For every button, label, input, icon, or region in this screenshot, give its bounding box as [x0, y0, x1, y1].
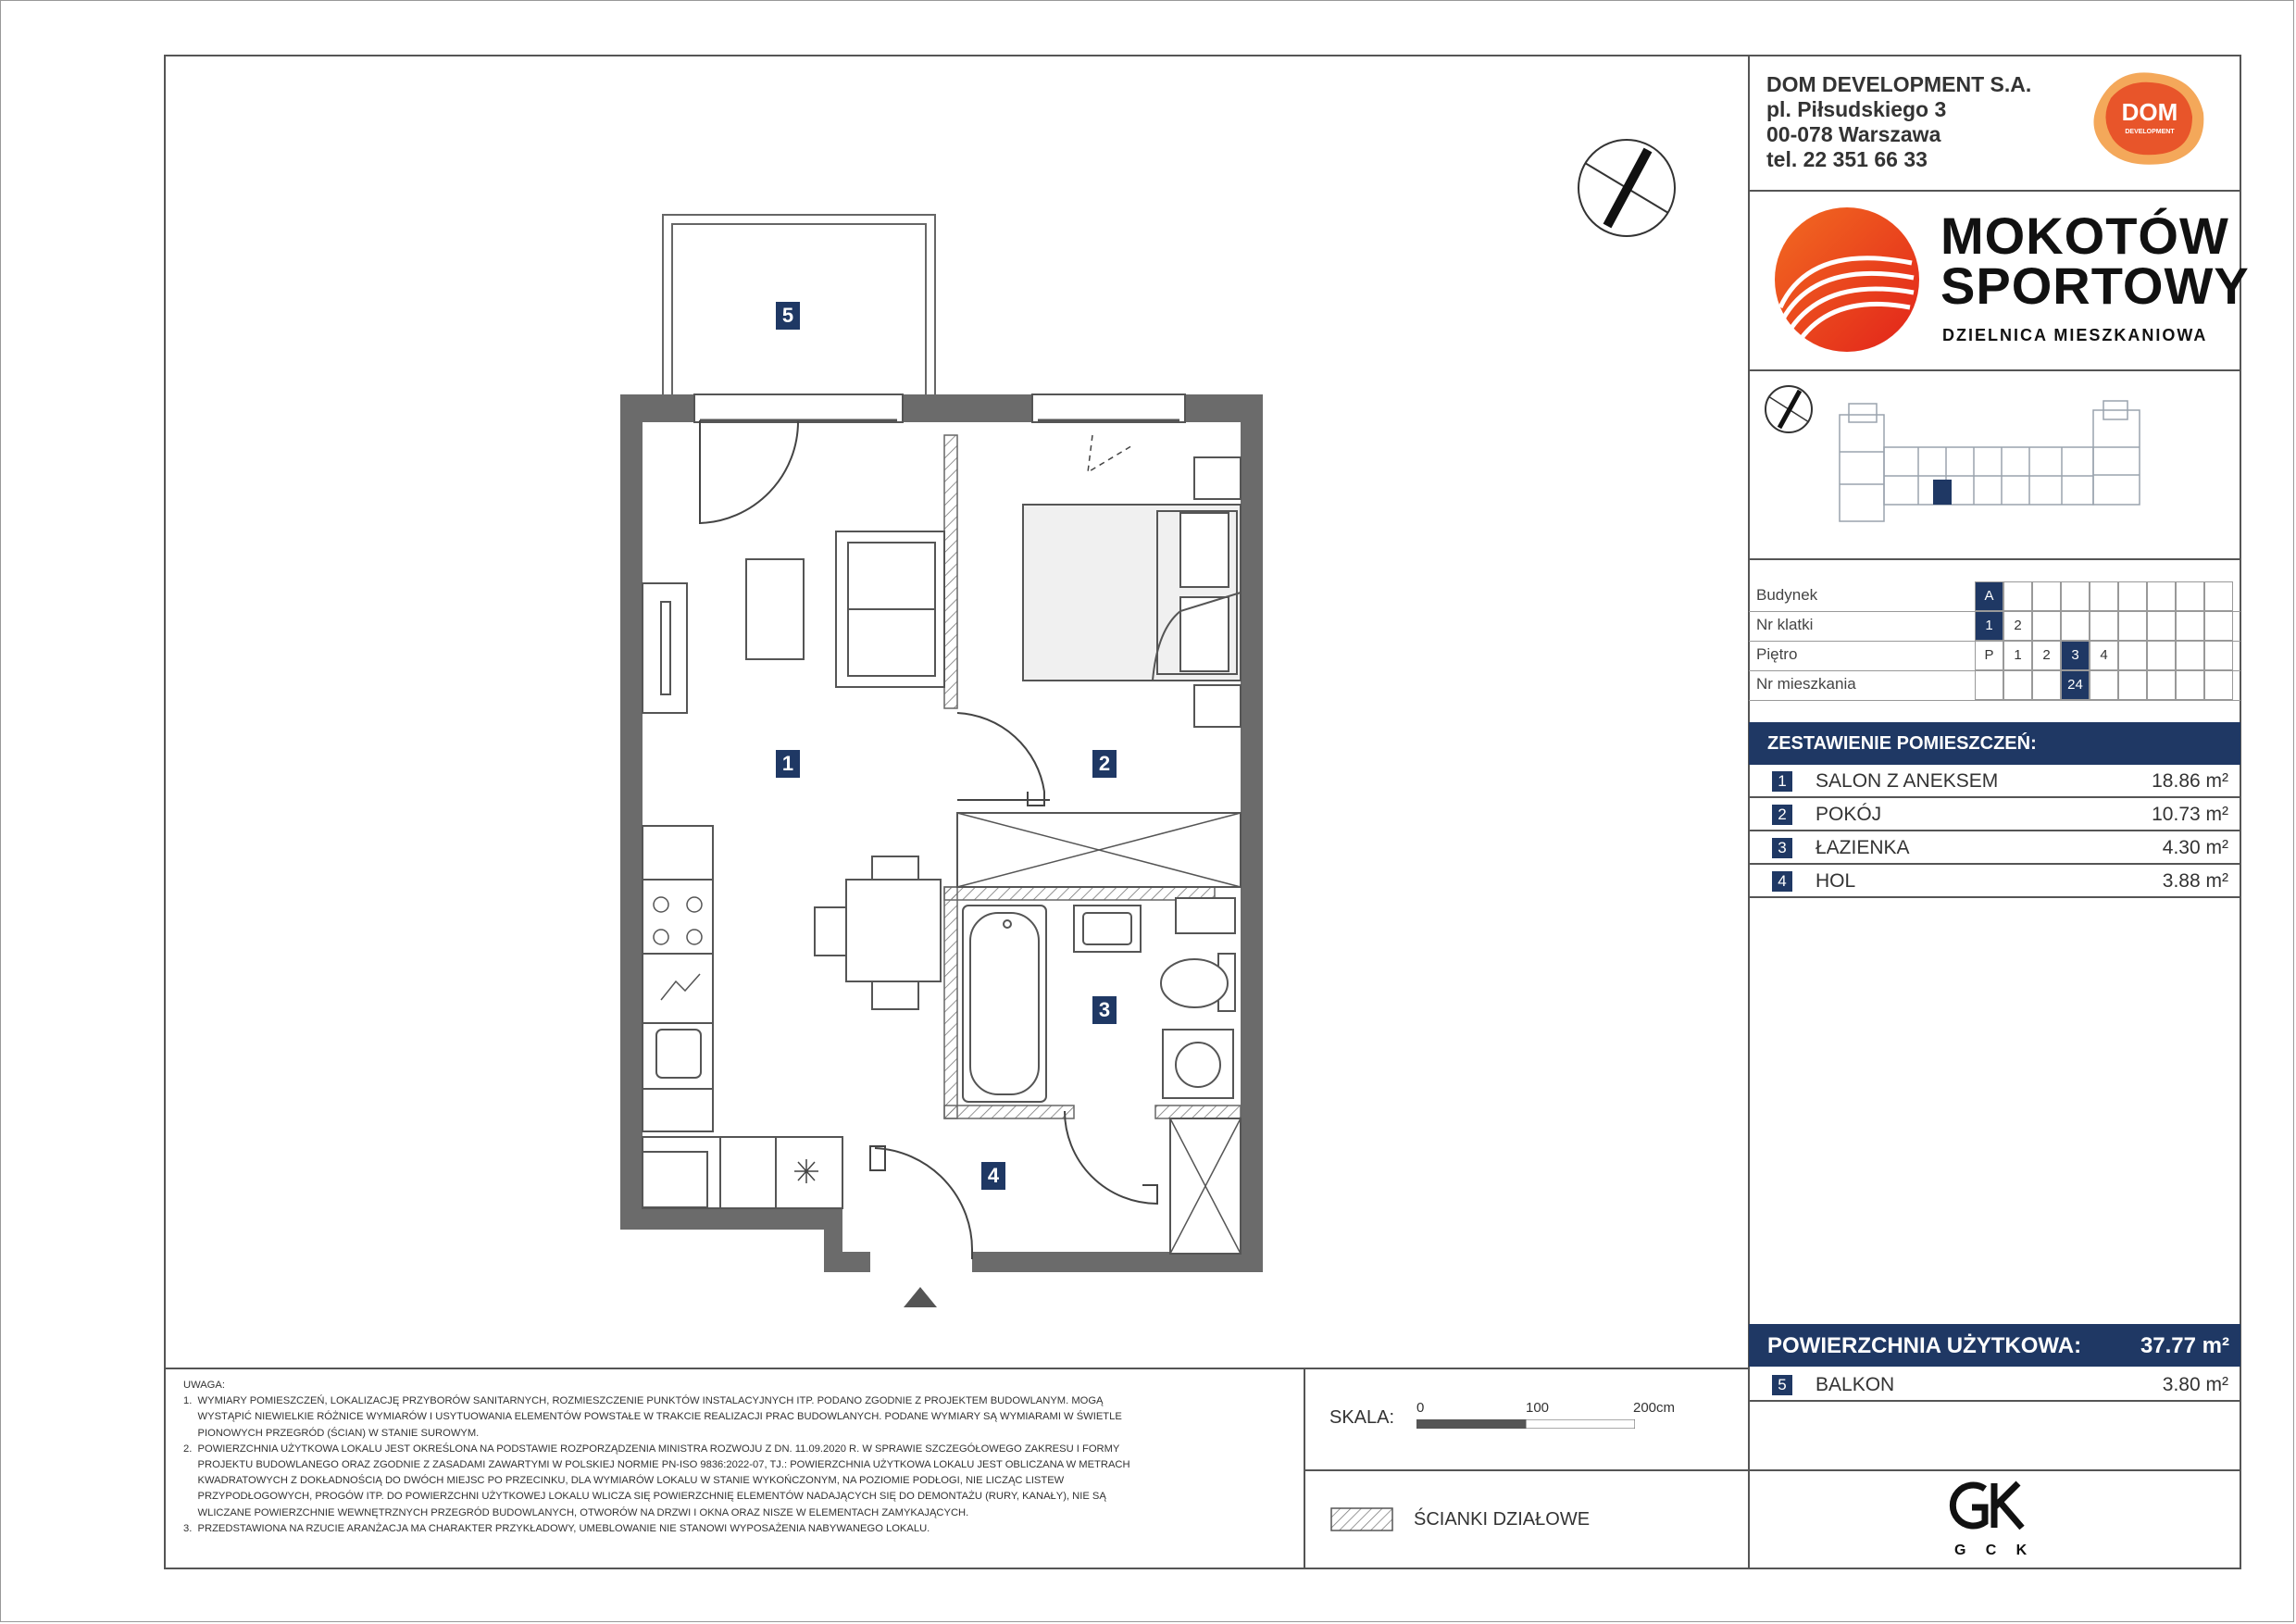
- total-area-value: 37.77 m²: [2140, 1333, 2229, 1358]
- room-num: 1: [1772, 771, 1792, 792]
- grid-cell: [2147, 670, 2176, 700]
- balcony-name: BALKON: [1816, 1374, 1895, 1395]
- scale-tick-200: 200cm: [1633, 1400, 1676, 1416]
- room-row: [1749, 866, 2240, 898]
- grid-cell: [2090, 611, 2118, 641]
- notes-list: [183, 1393, 1294, 1537]
- grid-cell: [2147, 641, 2176, 670]
- divider: [1748, 558, 2241, 560]
- company-address: pl. Piłsudskiego 3: [1766, 97, 1947, 121]
- grid-cell: [2147, 581, 2176, 611]
- note-line: KWADRATOWYCH Z DOKŁADNOŚCIĄ DO DWÓCH MIEJSC PO PRZECINKU, DLA WYMIARÓW LOKALU W STANIE WYKOŃCZONYM, NA POZIOMIE PODŁOGI, NIE LICZĄC LISTEW: [183, 1475, 1065, 1487]
- room-name: ŁAZIENKA: [1816, 837, 1910, 858]
- note-line: 1. WYMIARY POMIESZCZEŃ, LOKALIZACJĘ PRZYBORÓW SANITARNYCH, ROZMIESZCZENIE PUNKTÓW INSTALACYJNYCH ITP. PODANO ZGODNIE Z PROJEKTEM BUDOWLANYM. MOGĄ: [183, 1395, 1104, 1407]
- company-phone: tel. 22 351 66 33: [1766, 147, 1928, 171]
- floor-plan: [611, 211, 1278, 1322]
- room-name: SALON Z ANEKSEM: [1816, 770, 1999, 792]
- scale-tick-100: 100: [1526, 1400, 1550, 1416]
- grid-cell: [2204, 581, 2233, 611]
- grid-cell: [2176, 641, 2204, 670]
- grid-cell: [2032, 581, 2061, 611]
- scale-bar: [1416, 1417, 1635, 1426]
- divider: [1304, 1368, 1305, 1569]
- grid-cell: A: [1975, 581, 2003, 611]
- grid-cell: [2176, 581, 2204, 611]
- grid-cell: [2147, 611, 2176, 641]
- project-name-line2: SPORTOWY: [1940, 256, 2250, 315]
- grid-cell: [2032, 611, 2061, 641]
- balcony-row: [1749, 1369, 2240, 1402]
- company-name: DOM DEVELOPMENT S.A.: [1766, 72, 2032, 96]
- room-area: 18.86 m²: [2152, 770, 2228, 792]
- grid-cell: [2118, 611, 2147, 641]
- scale-label: SKALA:: [1329, 1407, 1395, 1428]
- north-arrow-small-icon: [1763, 383, 1815, 435]
- plan-label-bedroom: 2: [1092, 750, 1117, 778]
- grid-cell: 24: [2061, 670, 2090, 700]
- project-name: [1940, 206, 2250, 315]
- grid-cell: 2: [2032, 641, 2061, 670]
- room-name: POKÓJ: [1816, 804, 1882, 825]
- building-key-plan: [1835, 396, 2159, 526]
- grid-cell: [2003, 581, 2032, 611]
- svg-text:DOM: DOM: [2121, 98, 2178, 126]
- plan-label-balcony: 5: [776, 302, 800, 330]
- grid-cell: [2204, 670, 2233, 700]
- plan-label-living: 1: [776, 750, 800, 778]
- notes: [183, 1378, 1294, 1537]
- grid-cell: 1: [2003, 641, 2032, 670]
- total-area-bar: [1749, 1324, 2240, 1367]
- grid-cell: [2032, 670, 2061, 700]
- plan-label-bathroom: 3: [1092, 996, 1117, 1024]
- grid-cell: [2090, 670, 2118, 700]
- company-city: 00-078 Warszawa: [1766, 122, 1941, 146]
- divider: [164, 1368, 1750, 1369]
- divider: [1304, 1469, 1750, 1471]
- divider: [1748, 369, 2241, 371]
- grid-cell: [1975, 670, 2003, 700]
- note-line: PRZYPODŁOGOWYCH, PROGÓW ITP. DO POWIERZCHNI UŻYTKOWEJ LOKALU WLICZA SIĘ POWIERZCHNIĘ ELEMENTÓW NADAJĄCYCH SIĘ DO DEMONTAŻU (RURY, KANAŁY), NIE SĄ: [183, 1491, 1106, 1503]
- mokotow-sportowy-emblem: [1773, 206, 1921, 354]
- room-area: 4.30 m²: [2162, 837, 2228, 858]
- grid-row-label: Nr mieszkania: [1756, 675, 1856, 693]
- note-line: PROJEKTU BUDOWLANEGO ORAZ ZGODNIE Z ZASADAMI ZAWARTYMI W POLSKIEJ NORMIE PN-ISO 9836:2022-07, TJ.: POWIERZCHNIA UŻYTKOWA LOKALU JEST OBLICZANA W METRACH: [183, 1459, 1130, 1471]
- grid-cell: [2176, 670, 2204, 700]
- note-line: 3. PRZEDSTAWIONA NA RZUCIE ARANŻACJA MA CHARAKTER PRZYKŁADOWY, UMEBLOWANIE NIE STANOWI WYPOSAŻENIA NABYWANEGO LOKALU.: [183, 1522, 930, 1534]
- grid-row-label: Budynek: [1756, 586, 1818, 604]
- balcony-area: 3.80 m²: [2162, 1374, 2228, 1395]
- scale-tick-0: 0: [1416, 1400, 1425, 1416]
- grid-cell: [2118, 641, 2147, 670]
- rooms-header-label: ZESTAWIENIE POMIESZCZEŃ:: [1767, 733, 2037, 754]
- rooms-header: [1749, 722, 2240, 765]
- room-area: 10.73 m²: [2152, 804, 2228, 825]
- grid-cell: [2061, 581, 2090, 611]
- north-arrow-icon: [1576, 137, 1678, 239]
- room-num: 4: [1772, 871, 1792, 892]
- project-name-line1: MOKOTÓW: [1940, 206, 2229, 265]
- dom-development-logo: [2085, 67, 2207, 169]
- grid-row-line: [1749, 700, 2240, 701]
- room-num: 3: [1772, 838, 1792, 858]
- entrance-arrow-icon: [904, 1287, 937, 1307]
- room-row: [1749, 766, 2240, 798]
- grid-cell: [2061, 611, 2090, 641]
- grid-cell: 1: [1975, 611, 2003, 641]
- project-subtitle: DZIELNICA MIESZKANIOWA: [1942, 326, 2208, 344]
- gck-logo: [1948, 1478, 2031, 1543]
- grid-cell: [2204, 611, 2233, 641]
- bedroom-furniture: [1023, 457, 1241, 727]
- note-line: PIONOWYCH PRZEGRÓD (ŚCIAN) W STANIE SUROWYM.: [183, 1427, 480, 1439]
- room-num: 2: [1772, 805, 1792, 825]
- divider: [1748, 190, 2241, 192]
- grid-cell: [2090, 581, 2118, 611]
- grid-cell: [2003, 670, 2032, 700]
- legend-label: ŚCIANKI DZIAŁOWE: [1414, 1509, 1591, 1530]
- balcony-num: 5: [1772, 1375, 1792, 1395]
- plan-label-hall: 4: [981, 1162, 1005, 1190]
- kitchen: [643, 826, 842, 1208]
- note-line: 2. POWIERZCHNIA UŻYTKOWA LOKALU JEST OKREŚLONA NA PODSTAWIE ROZPORZĄDZENIA MINISTRA ROZWOJU Z DN. 11.09.2020 R. W SPRAWIE SZCZEGÓŁOWEGO ZAKRESU I FORMY: [183, 1443, 1120, 1455]
- gck-letters: G C K: [1954, 1543, 2029, 1558]
- note-line: WLICZANE POWIERZCHNIE WEWNĘTRZNYCH PRZEGRÓD BUDOWLANYCH, OTWORÓW NA DRZWI I OKNA ORAZ NISZE W ELEMENTACH ZAMYKAJĄCYCH.: [183, 1506, 969, 1518]
- total-area-label: POWIERZCHNIA UŻYTKOWA:: [1767, 1333, 2082, 1358]
- divider: [1748, 1469, 2241, 1471]
- room-name: HOL: [1816, 870, 1856, 892]
- company-info: [1766, 72, 2031, 172]
- room-row: [1749, 799, 2240, 831]
- grid-cell: [2204, 641, 2233, 670]
- grid-cell: [2118, 581, 2147, 611]
- grid-cell: [2118, 670, 2147, 700]
- grid-cell: 4: [2090, 641, 2118, 670]
- svg-text:DEVELOPMENT: DEVELOPMENT: [2125, 129, 2175, 135]
- grid-row-label: Nr klatki: [1756, 616, 1814, 633]
- grid-cell: 2: [2003, 611, 2032, 641]
- note-line: WYSTĄPIĆ NIEWIELKIE RÓŻNICE WYMIARÓW I USYTUOWANIA ELEMENTÓW POWSTAŁE W TRAKCIE REALIZACJI PRAC BUDOWLANYCH. PODANE WYMIARY SĄ WYMIARAMI W ŚWIETLE: [183, 1411, 1122, 1423]
- room-row: [1749, 832, 2240, 865]
- room-area: 3.88 m²: [2162, 870, 2228, 892]
- grid-cell: 3: [2061, 641, 2090, 670]
- grid-cell: P: [1975, 641, 2003, 670]
- grid-row-label: Piętro: [1756, 645, 1798, 663]
- partition-wall-swatch: [1330, 1507, 1393, 1531]
- grid-cell: [2176, 611, 2204, 641]
- notes-title: UWAGA:: [183, 1380, 225, 1391]
